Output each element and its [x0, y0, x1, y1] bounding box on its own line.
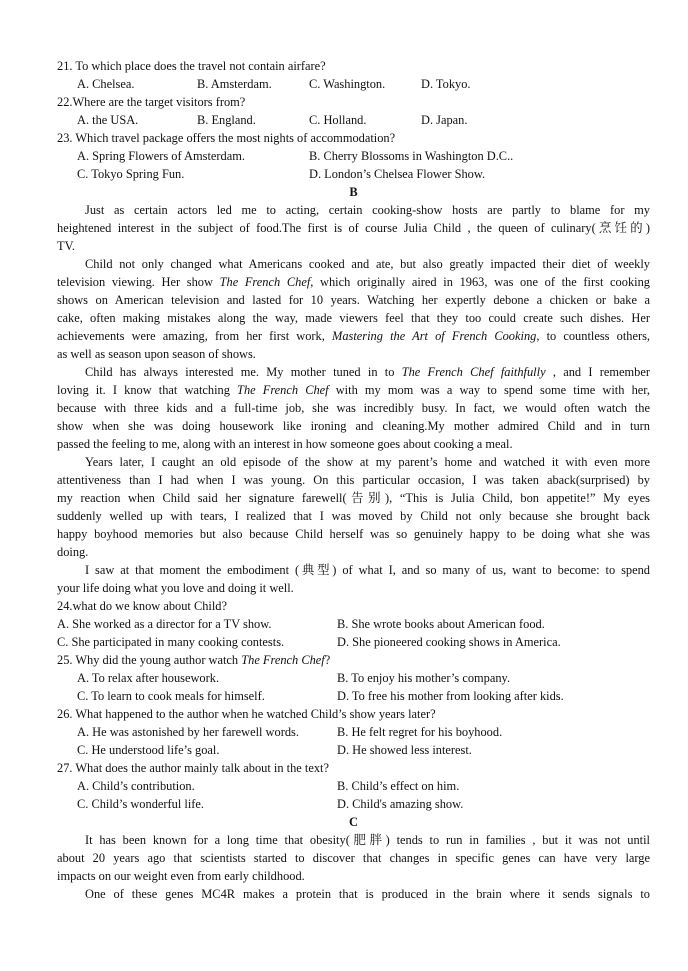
options-row [57, 75, 650, 93]
question-stem: 21. To which place does the travel not contain airfare? [57, 59, 326, 73]
question-stem: 24.what do we know about Child? [57, 599, 228, 613]
option-a: A. Child’s contribution. [77, 779, 195, 793]
question-stem: 22.Where are the target visitors from? [57, 95, 246, 109]
option-d: D. London’s Chelsea Flower Show. [309, 167, 486, 181]
passage-line: One of these genes MC4R makes a protein that is produced in the brain where it sends signals to [85, 887, 650, 901]
option-c: C. Holland. [309, 113, 367, 127]
option-a: A. the USA. [77, 113, 139, 127]
show-title: The French Chef [219, 275, 311, 289]
option-d: D. Tokyo. [421, 77, 471, 91]
passage-line: your life doing what you love and doing it well. [57, 581, 294, 595]
passage-line: suddenly welled up with tears, I realized that I was moved by Child not only because she brought back [57, 509, 650, 523]
option-c: C. She participated in many cooking contests. [57, 635, 285, 649]
option-a: A. He was astonished by her farewell words. [77, 725, 299, 739]
passage-line: achievements were amazing, from her first work, Mastering the Art of French Cooking, to countless others, [57, 329, 650, 343]
passage-line: Just as certain actors led me to acting, certain cooking-show hosts are partly to blame for my [85, 203, 650, 217]
show-title: The French Chef [237, 383, 329, 397]
passage-line: Child has always interested me. My mother tuned in to The French Chef faithfully , and I remember [85, 365, 650, 379]
passage-line: as well as season upon season of shows. [57, 347, 256, 361]
section-heading-c: C [349, 815, 358, 829]
question-stem: 23. Which travel package offers the most nights of accommodation? [57, 131, 396, 145]
options-row [57, 165, 650, 183]
passage-line: because with three kids and a full-time job, she was incredibly busy. In fact, we would often watch the [57, 401, 650, 415]
passage-line: TV. [57, 239, 76, 253]
option-c: C. Washington. [309, 77, 386, 91]
passage-line: It has been known for a long time that obesity(肥胖) tends to run in families , but it was not until [85, 833, 650, 847]
option-d: D. She pioneered cooking shows in America. [337, 635, 561, 649]
option-d: D. Japan. [421, 113, 468, 127]
option-b: B. Child’s effect on him. [337, 779, 460, 793]
question-stem: 25. Why did the young author watch The French Chef? [57, 653, 331, 667]
passage-line: Years later, I caught an old episode of the show at my parent’s home and watched it with even more [85, 455, 650, 469]
show-title: The French Chef faithfully [401, 365, 546, 379]
passage-line: passed the feeling to me, along with an interest in how someone goes about cooking a meal. [57, 437, 513, 451]
option-a: A. Spring Flowers of Amsterdam. [77, 149, 245, 163]
passage-line: heightened interest in the subject of food.The first is of course Julia Child , the queen of culinary(烹饪的) [57, 221, 650, 235]
passage-line: attentiveness than I had when I was young. On this particular occasion, I was taken aback(surprised) by [57, 473, 650, 487]
option-b: B. He felt regret for his boyhood. [337, 725, 503, 739]
option-d: D. To free his mother from looking after kids. [337, 689, 564, 703]
option-c: C. He understood life’s goal. [77, 743, 220, 757]
passage-line: shows on American television and lasted for 10 years. Watching her expertly debone a chicken or bake a [57, 293, 650, 307]
option-a: A. To relax after housework. [77, 671, 220, 685]
question-stem: 26. What happened to the author when he watched Child’s show years later? [57, 707, 436, 721]
option-b: B. Cherry Blossoms in Washington D.C.. [309, 149, 514, 163]
option-a: A. She worked as a director for a TV show. [57, 617, 272, 631]
passage-line: impacts on our weight even from early childhood. [57, 869, 305, 883]
options-row [57, 777, 650, 795]
option-c: C. Child’s wonderful life. [77, 797, 204, 811]
passage-line: happy boyhood memories but also because Child herself was so genuinely happy to be doing what she was [57, 527, 650, 541]
passage-line: loving it. I know that watching The French Chef with my mom was a way to spend some time with her, [57, 383, 650, 397]
options-row [57, 633, 650, 651]
options-row [57, 741, 650, 759]
options-row [57, 615, 650, 633]
options-row [57, 111, 650, 129]
passage-line: Child not only changed what Americans cooked and ate, but also greatly impacted their diet of weekly [85, 257, 650, 271]
passage-line: show when she was doing housework like ironing and cleaning.My mother admired Child and in turn [57, 419, 650, 433]
option-b: B. England. [197, 113, 256, 127]
passage-line: television viewing. Her show The French Chef, which originally aired in 1963, was one of the first cooking [57, 275, 650, 289]
section-heading-b: B [349, 185, 358, 199]
options-row [57, 687, 650, 705]
options-row [57, 669, 650, 687]
option-b: B. To enjoy his mother’s company. [337, 671, 511, 685]
option-d: D. Child's amazing show. [337, 797, 464, 811]
passage-line: doing. [57, 545, 89, 559]
passage-line: I saw at that moment the embodiment (典型) of what I, and so many of us, want to become: to spend [85, 563, 650, 577]
option-d: D. He showed less interest. [337, 743, 472, 757]
exam-page [57, 57, 650, 903]
show-title: The French Chef [241, 653, 325, 667]
options-row [57, 795, 650, 813]
book-title: Mastering the Art of French Cooking [332, 329, 537, 343]
question-stem: 27. What does the author mainly talk about in the text? [57, 761, 329, 775]
option-c: C. To learn to cook meals for himself. [77, 689, 265, 703]
option-b: B. She wrote books about American food. [337, 617, 545, 631]
option-c: C. Tokyo Spring Fun. [77, 167, 185, 181]
options-row [57, 147, 650, 165]
option-a: A. Chelsea. [77, 77, 135, 91]
option-b: B. Amsterdam. [197, 77, 272, 91]
passage-line: my reaction when Child said her signature farewell(告别), “This is Julia Child, bon appetite!” My eyes [57, 491, 650, 505]
passage-line: cake, often making mistakes along the way, made viewers feel that they too could create such dishes. Her [57, 311, 650, 325]
options-row [57, 723, 650, 741]
passage-line: about 20 years ago that scientists started to discover that changes in specific genes can have very large [57, 851, 650, 865]
